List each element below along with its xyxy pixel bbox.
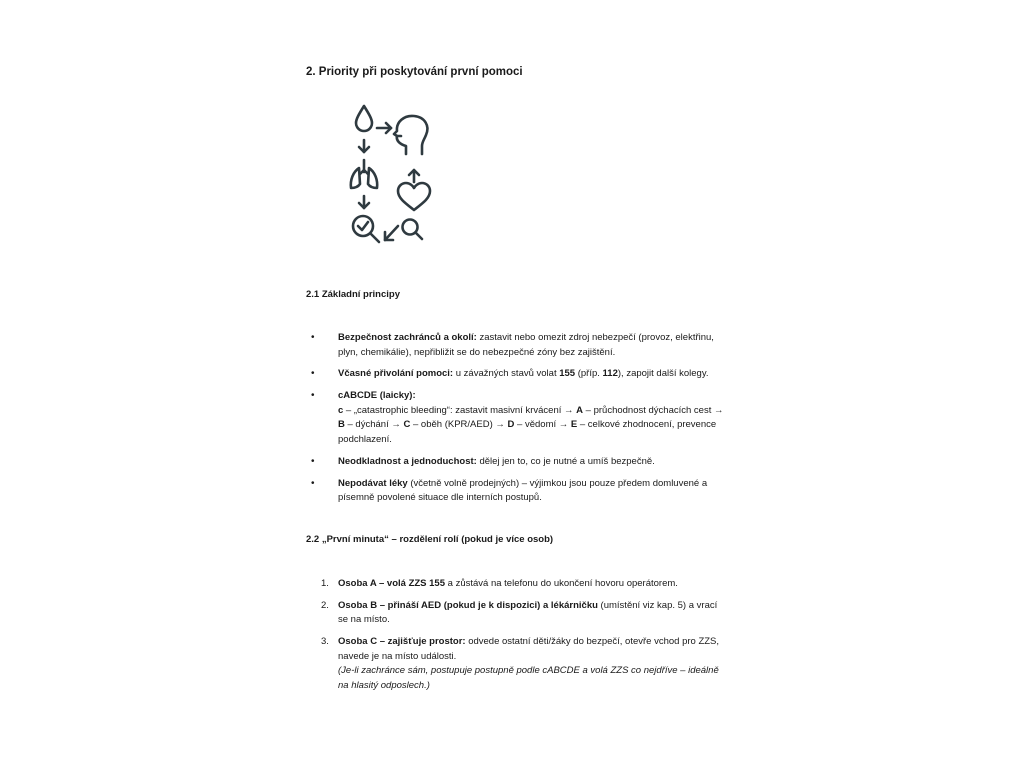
- item-text: (umístění viz kap. 5) a vrací se na místo.: [338, 599, 718, 626]
- step-letter: D: [507, 419, 515, 431]
- step-letter: E: [570, 419, 578, 431]
- step-letter: c: [338, 404, 344, 416]
- arrow-down-icon-2: [359, 196, 369, 208]
- lungs-icon: [351, 160, 377, 188]
- list-item: [306, 367, 724, 382]
- item-label: Osoba A – volá ZZS 155: [338, 578, 446, 589]
- list-item: [306, 331, 724, 360]
- step-text: – „catastrophic bleeding“: zastavit masivní krvácení →: [343, 404, 577, 416]
- step-letter: A: [576, 404, 584, 416]
- item-label: Nepodávat léky: [338, 477, 408, 489]
- item-label: Neodkladnost a jednoduchost:: [338, 455, 477, 467]
- item-text: (příp.: [575, 368, 603, 380]
- step-text: – průchodnost dýchacích cest →: [583, 404, 724, 416]
- item-number: 1.: [321, 578, 329, 589]
- step-text: – celkové zhodnocení, prevence podchlazení.: [338, 419, 717, 445]
- roles-list: [306, 577, 726, 701]
- item-text: a zůstává na telefonu do ukončení hovoru operátorem.: [445, 578, 678, 589]
- item-text: dělej jen to, co je nutné a umíš bezpečně.: [476, 455, 655, 467]
- item-label: cABCDE (laicky):: [338, 390, 416, 402]
- list-item: [306, 477, 724, 506]
- item-text: (včetně volně prodejných) – výjimkou jsou pouze předem domluvené a písemně povolené situace dle interních postupů.: [338, 477, 708, 504]
- emergency-number: 112: [602, 368, 618, 380]
- section-heading-principles: 2.1 Základní principy: [306, 289, 400, 300]
- item-label: Bezpečnost zachránců a okolí:: [338, 332, 477, 343]
- step-text: – vědomí →: [514, 419, 571, 431]
- magnifier-icon: [403, 220, 423, 240]
- list-item: [306, 389, 724, 447]
- step-text: – oběh (KPR/AED) →: [410, 419, 508, 431]
- heart-icon: [398, 183, 430, 210]
- item-number: 3.: [321, 636, 329, 648]
- arrow-up-icon: [409, 170, 419, 182]
- check-magnifier-icon: [353, 216, 379, 242]
- list-item: [306, 635, 724, 693]
- item-note: (Je-li zachránce sám, postupuje postupně podle cABCDE a volá ZZS co nejdříve – ideálně na hlasitý odposlech.): [338, 665, 719, 691]
- step-letter: C: [403, 419, 411, 431]
- page-title: 2. Priority při poskytování první pomoci: [306, 66, 523, 78]
- drop-icon: [356, 106, 372, 131]
- item-text: odvede ostatní děti/žáky do bezpečí, otevře vchod pro ZZS, navede je na místo události.: [338, 636, 720, 662]
- list-item: [306, 577, 724, 592]
- item-text: zastavit nebo omezit zdroj nebezpečí (provoz, elektřinu, plyn, chemikálie), nepřibližit se do nebezpečné zóny bez zajištění.: [338, 332, 714, 358]
- principles-list: [306, 331, 726, 513]
- section-heading-roles: 2.2 „První minuta“ – rozdělení rolí (pokud je více osob): [306, 534, 554, 545]
- arrow-down-left-icon: [385, 226, 398, 240]
- list-item: [306, 599, 724, 628]
- item-text: u závažných stavů volat: [453, 368, 560, 380]
- item-label: Osoba C – zajišťuje prostor:: [338, 636, 466, 648]
- step-letter: B: [338, 419, 345, 431]
- item-label: Osoba B – přináší AED (pokud je k dispozici) a lékárničku: [338, 599, 598, 611]
- head-profile-icon: [394, 116, 427, 154]
- item-label: Včasné přivolání pomoci:: [338, 368, 454, 380]
- emergency-number: 155: [559, 368, 576, 380]
- item-number: 2.: [321, 599, 329, 611]
- arrow-down-icon: [359, 140, 369, 152]
- step-text: – dýchání →: [344, 419, 404, 431]
- item-text: ), zapojit další kolegy.: [617, 368, 709, 380]
- arrow-right-icon: [377, 123, 391, 133]
- first-aid-priorities-illustration: [348, 102, 444, 256]
- list-item: [306, 455, 724, 470]
